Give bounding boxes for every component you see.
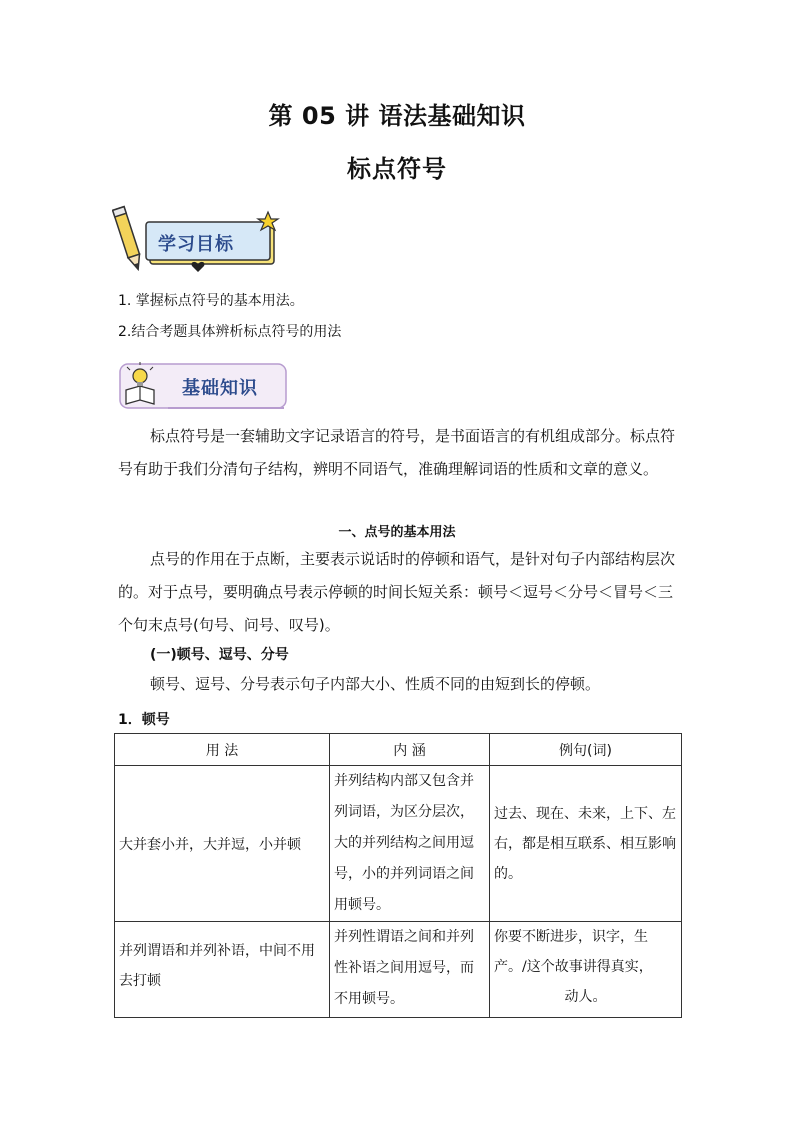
item-dunhao: 1．顿号 — [118, 712, 170, 728]
row1-usage: 大并套小并，大并逗，小并顿 — [115, 766, 330, 922]
page-title: 第 05 讲 语法基础知识 — [268, 102, 526, 130]
header-example: 例句(词) — [490, 734, 682, 766]
section-heading: 一、点号的基本用法 — [338, 525, 456, 540]
sub-paragraph — [118, 668, 678, 701]
point-text: 点号的作用在于点断，主要表示说话时的停顿和语气，是针对句子内部结构层次的。对于点号，要明确点号表示停顿的时间长短关系：顿号＜逗号＜分号＜冒号＜三个句末点号(句号、问号、叹号)。 — [118, 550, 676, 634]
page-subtitle: 标点符号 — [347, 155, 447, 183]
row2-example-tail: 动人。 — [564, 989, 607, 1005]
table-row — [115, 922, 682, 1018]
row2-example: 你要不断进步，识字，生产。/这个故事讲得真实， — [494, 929, 653, 975]
header-usage: 用 法 — [115, 734, 330, 766]
goal-item-1: 1. 掌握标点符号的基本用法。 — [118, 293, 304, 309]
basics-banner-label: 基础知识 — [182, 378, 258, 399]
row1-example: 过去、现在、未来，上下、左右，都是相互联系、相互影响的。 — [490, 766, 682, 922]
intro-text: 标点符号是一套辅助文字记录语言的符号，是书面语言的有机组成部分。标点符号有助于我们分清句子结构，辨明不同语气，准确理解词语的性质和文章的意义。 — [118, 427, 676, 478]
goal-item-2: 2.结合考题具体辨析标点符号的用法 — [118, 324, 342, 340]
subheading-comma-group: (一)顿号、逗号、分号 — [150, 647, 289, 663]
point-paragraph — [118, 543, 678, 642]
usage-table — [114, 733, 682, 1018]
row2-example-cell — [490, 922, 682, 1018]
header-meaning: 内 涵 — [330, 734, 490, 766]
intro-paragraph — [118, 420, 678, 486]
row2-usage: 并列谓语和并列补语，中间不用去打顿 — [115, 922, 330, 1018]
row1-meaning: 并列结构内部又包含并列词语，为区分层次，大的并列结构之间用逗号，小的并列词语之间用顿号。 — [330, 766, 490, 922]
row2-meaning: 并列性谓语之间和并列性补语之间用逗号，而不用顿号。 — [330, 922, 490, 1018]
table-header-row — [115, 734, 682, 766]
basics-banner — [118, 362, 290, 412]
sub-text: 顿号、逗号、分号表示句子内部大小、性质不同的由短到长的停顿。 — [150, 675, 601, 693]
table-row — [115, 766, 682, 922]
goals-banner-label: 学习目标 — [158, 234, 234, 255]
goals-banner — [112, 204, 282, 278]
